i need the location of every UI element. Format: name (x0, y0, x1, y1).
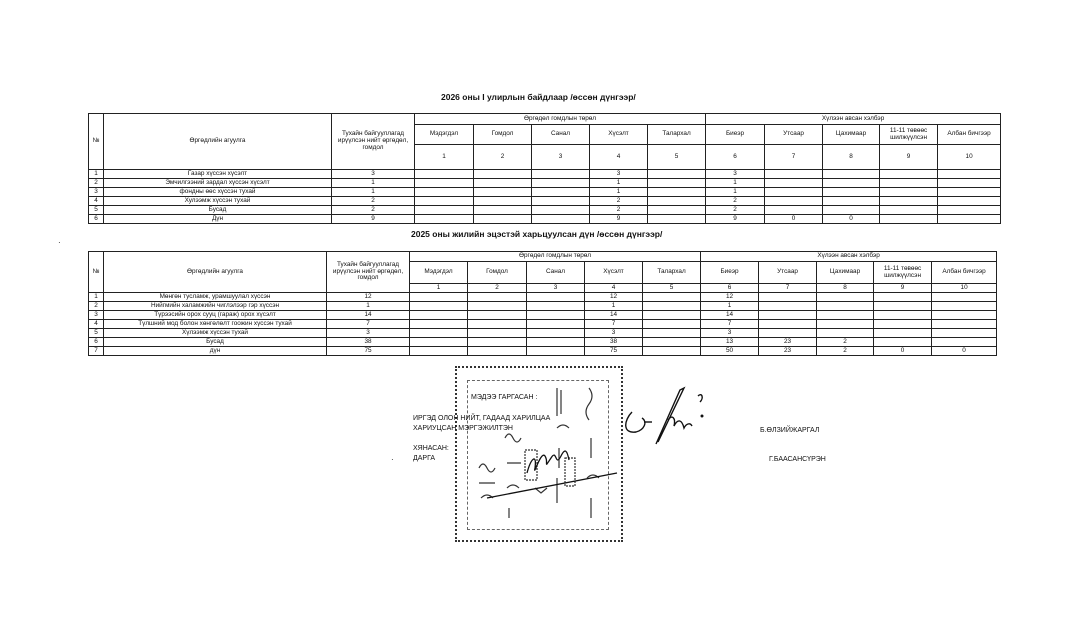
row-cell (415, 206, 474, 215)
row-cell (410, 338, 468, 347)
row-cell (932, 338, 997, 347)
row-total: 2 (332, 206, 415, 215)
row-cell (823, 206, 880, 215)
row-cell: 12 (585, 293, 643, 302)
column-header: Гомдол (468, 262, 527, 284)
column-number: 4 (585, 284, 643, 293)
header-total: Тухайн байгууллагад ирүүлсэн нийт өргөдөл, гомдол (327, 252, 410, 293)
row-total: 38 (327, 338, 410, 347)
row-cell (932, 293, 997, 302)
column-number: 2 (468, 284, 527, 293)
row-total: 7 (327, 320, 410, 329)
row-cell: 3 (585, 329, 643, 338)
row-cell: 1 (706, 179, 765, 188)
row-cell: 14 (585, 311, 643, 320)
column-header: Талархал (648, 125, 706, 145)
table-row (89, 302, 997, 311)
row-cell: 75 (585, 347, 643, 356)
checked-label: ХЯНАСАН: (413, 445, 449, 452)
column-header: Санал (532, 125, 590, 145)
row-cell (880, 197, 938, 206)
row-number: 6 (89, 215, 104, 224)
row-cell (759, 329, 817, 338)
row-topic: Бусад (104, 338, 327, 347)
row-cell (759, 302, 817, 311)
column-number: 9 (880, 145, 938, 170)
row-cell (874, 311, 932, 320)
row-cell (823, 188, 880, 197)
column-number: 1 (415, 145, 474, 170)
row-cell (880, 179, 938, 188)
row-cell (527, 293, 585, 302)
row-topic: Түрээсийн орох сууц (гараж) орох хүсэлт (104, 311, 327, 320)
row-cell (468, 311, 527, 320)
row-cell: 3 (590, 170, 648, 179)
row-cell (765, 197, 823, 206)
row-cell: 2 (817, 338, 874, 347)
header-group-type: Өргөдөл гомдлын төрөл (410, 252, 701, 262)
row-cell (759, 293, 817, 302)
handwritten-signature (618, 382, 708, 452)
row-cell (765, 179, 823, 188)
header-topic: Өргөдлийн агуулга (104, 252, 327, 293)
row-cell (880, 170, 938, 179)
row-topic: Нийгмийн халамжийн чиглэлээр гэр хүссэн (104, 302, 327, 311)
row-cell: 3 (706, 170, 765, 179)
column-number: 7 (765, 145, 823, 170)
row-cell (410, 347, 468, 356)
row-cell (932, 329, 997, 338)
row-cell (648, 197, 706, 206)
header-group-form: Хүлээн авсан хэлбэр (706, 114, 1001, 125)
table-row (89, 311, 997, 320)
column-header: Хүсэлт (590, 125, 648, 145)
table-row (89, 179, 1001, 188)
row-cell (817, 320, 874, 329)
column-number: 3 (527, 284, 585, 293)
row-cell (874, 338, 932, 347)
column-header: Цахимаар (817, 262, 874, 284)
row-cell: 3 (701, 329, 759, 338)
row-cell (938, 188, 1001, 197)
prepared-role-line1: ИРГЭД ОЛОН НИЙТ, ГАДААД ХАРИЛЦАА (413, 415, 551, 422)
row-topic: Бусад (104, 206, 332, 215)
column-number: 8 (823, 145, 880, 170)
row-cell (648, 170, 706, 179)
row-cell (643, 347, 701, 356)
row-cell: 1 (706, 188, 765, 197)
row-cell (643, 293, 701, 302)
column-number: 9 (874, 284, 932, 293)
row-cell (532, 179, 590, 188)
row-cell (938, 206, 1001, 215)
row-topic: дүн (104, 347, 327, 356)
table-row (89, 197, 1001, 206)
row-cell (527, 302, 585, 311)
column-header: Албан бичгээр (932, 262, 997, 284)
column-number: 10 (932, 284, 997, 293)
row-cell (932, 311, 997, 320)
row-number: 2 (89, 179, 104, 188)
row-total: 1 (332, 179, 415, 188)
row-cell (648, 215, 706, 224)
column-header: Албан бичгээр (938, 125, 1001, 145)
row-cell: 50 (701, 347, 759, 356)
row-cell (643, 329, 701, 338)
row-topic: Түлшний мод болон хөнгөлөлт гоожин хүссэн тухай (104, 320, 327, 329)
row-topic: Дүн (104, 215, 332, 224)
row-cell (938, 215, 1001, 224)
row-cell (823, 179, 880, 188)
report-table-2025-comparison (88, 251, 997, 356)
row-cell (468, 347, 527, 356)
row-cell (643, 338, 701, 347)
row-cell (874, 329, 932, 338)
prepared-role-line2: ХАРИУЦСАН МЭРГЭЖИЛТЭН (413, 425, 513, 432)
row-topic: Мөнгөн тусламж, урамшуулал хүссэн (104, 293, 327, 302)
column-number: 6 (706, 145, 765, 170)
row-cell (410, 329, 468, 338)
row-cell (474, 206, 532, 215)
row-cell: 23 (759, 338, 817, 347)
row-cell (468, 320, 527, 329)
row-cell (643, 320, 701, 329)
row-cell: 23 (759, 347, 817, 356)
row-cell: 1 (701, 302, 759, 311)
column-header: Биеэр (701, 262, 759, 284)
column-number: 10 (938, 145, 1001, 170)
checked-name: Г.БААСАНСҮРЭН (769, 456, 826, 463)
row-cell (527, 320, 585, 329)
row-total: 9 (332, 215, 415, 224)
row-total: 12 (327, 293, 410, 302)
row-cell: 0 (874, 347, 932, 356)
row-cell (643, 311, 701, 320)
row-total: 3 (332, 170, 415, 179)
column-number: 1 (410, 284, 468, 293)
header-no: № (89, 114, 104, 170)
row-cell (527, 347, 585, 356)
row-cell (527, 338, 585, 347)
row-cell (474, 170, 532, 179)
header-no: № (89, 252, 104, 293)
column-number: 7 (759, 284, 817, 293)
row-topic: Хүлээмж хүссэн тухай (104, 329, 327, 338)
scan-speck: · (391, 455, 394, 464)
row-cell: 1 (585, 302, 643, 311)
row-cell (817, 329, 874, 338)
column-number: 2 (474, 145, 532, 170)
row-cell (765, 170, 823, 179)
row-cell (532, 170, 590, 179)
table1-title: 2026 оны I улирлын байдлаар /өссөн дүнгээр/ (441, 92, 636, 102)
header-group-form: Хүлээн авсан хэлбэр (701, 252, 997, 262)
row-number: 6 (89, 338, 104, 347)
row-cell: 13 (701, 338, 759, 347)
row-cell: 2 (590, 206, 648, 215)
row-cell (415, 179, 474, 188)
row-total: 75 (327, 347, 410, 356)
row-cell (817, 302, 874, 311)
table-row (89, 338, 997, 347)
row-cell (415, 170, 474, 179)
table-row (89, 206, 1001, 215)
row-cell (759, 320, 817, 329)
row-cell: 0 (932, 347, 997, 356)
row-cell (532, 197, 590, 206)
row-cell: 0 (765, 215, 823, 224)
table2-title: 2025 оны жилийн эцэстэй харьцуулсан дүн /өссөн дүнгээр/ (411, 229, 663, 239)
row-cell (648, 179, 706, 188)
row-cell (874, 320, 932, 329)
row-cell: 38 (585, 338, 643, 347)
column-number: 6 (701, 284, 759, 293)
row-cell (823, 170, 880, 179)
row-number: 3 (89, 311, 104, 320)
row-number: 4 (89, 197, 104, 206)
row-cell (648, 206, 706, 215)
row-cell: 7 (701, 320, 759, 329)
column-header: Гомдол (474, 125, 532, 145)
column-number: 5 (643, 284, 701, 293)
row-cell (474, 179, 532, 188)
row-cell: 14 (701, 311, 759, 320)
column-number: 8 (817, 284, 874, 293)
row-cell: 9 (706, 215, 765, 224)
row-topic: Хулээмж хүссэн тухай (104, 197, 332, 206)
row-cell: 2 (817, 347, 874, 356)
row-number: 1 (89, 293, 104, 302)
row-cell (532, 215, 590, 224)
row-cell (817, 293, 874, 302)
column-header: Хүсэлт (585, 262, 643, 284)
row-cell (474, 188, 532, 197)
row-cell (880, 206, 938, 215)
row-cell: 1 (590, 188, 648, 197)
prepared-name: Б.ӨЛЗИЙЖАРГАЛ (760, 427, 820, 434)
column-header: Биеэр (706, 125, 765, 145)
row-cell (880, 188, 938, 197)
row-cell: 7 (585, 320, 643, 329)
row-number: 3 (89, 188, 104, 197)
row-cell (532, 188, 590, 197)
row-cell (527, 329, 585, 338)
checked-role: ДАРГА (413, 455, 436, 462)
row-cell (468, 329, 527, 338)
column-header: Утсаар (759, 262, 817, 284)
row-cell (932, 320, 997, 329)
row-cell (415, 197, 474, 206)
table-row (89, 215, 1001, 224)
row-topic: Газар хүссэн хүсэлт (104, 170, 332, 179)
row-cell (415, 188, 474, 197)
row-cell (410, 302, 468, 311)
column-number: 4 (590, 145, 648, 170)
row-cell (415, 215, 474, 224)
row-cell (643, 302, 701, 311)
row-number: 4 (89, 320, 104, 329)
row-cell (410, 311, 468, 320)
row-cell (468, 293, 527, 302)
row-number: 5 (89, 329, 104, 338)
row-cell (938, 179, 1001, 188)
row-cell: 2 (706, 197, 765, 206)
row-cell: 1 (590, 179, 648, 188)
row-topic: Эмчилгээний зардал хүссэн хүсэлт (104, 179, 332, 188)
row-number: 5 (89, 206, 104, 215)
row-cell (874, 302, 932, 311)
table-row (89, 329, 997, 338)
row-cell (938, 197, 1001, 206)
row-cell (468, 338, 527, 347)
row-cell (648, 188, 706, 197)
row-number: 2 (89, 302, 104, 311)
row-cell (765, 206, 823, 215)
row-cell (823, 197, 880, 206)
column-header: Мэдэгдэл (410, 262, 468, 284)
row-cell (532, 206, 590, 215)
row-cell (468, 302, 527, 311)
column-header: Утсаар (765, 125, 823, 145)
row-total: 3 (327, 329, 410, 338)
row-cell (410, 320, 468, 329)
row-total: 14 (327, 311, 410, 320)
row-number: 1 (89, 170, 104, 179)
row-cell (874, 293, 932, 302)
row-cell (474, 197, 532, 206)
table-row (89, 188, 1001, 197)
row-topic: фондны өөс хүссэн тухай (104, 188, 332, 197)
column-header: 11-11 төвөөс шилжүүлсэн (880, 125, 938, 145)
column-number: 3 (532, 145, 590, 170)
row-cell (474, 215, 532, 224)
row-cell (938, 170, 1001, 179)
row-cell: 2 (706, 206, 765, 215)
table-row (89, 293, 997, 302)
scan-speck: · (58, 238, 61, 247)
row-cell: 12 (701, 293, 759, 302)
column-header: Мэдэгдэл (415, 125, 474, 145)
row-cell (880, 215, 938, 224)
header-total: Тухайн байгууллагад ирүүлсэн нийт өргөдөл, гомдол (332, 114, 415, 170)
header-group-type: Өргөдөл гомдлын төрөл (415, 114, 706, 125)
row-cell (765, 188, 823, 197)
row-total: 1 (327, 302, 410, 311)
table-row (89, 170, 1001, 179)
row-cell (759, 311, 817, 320)
row-cell: 0 (823, 215, 880, 224)
header-topic: Өргөдлийн агуулга (104, 114, 332, 170)
row-cell: 2 (590, 197, 648, 206)
column-header: Цахимаар (823, 125, 880, 145)
row-cell (817, 311, 874, 320)
column-number: 5 (648, 145, 706, 170)
row-cell (527, 311, 585, 320)
row-number: 7 (89, 347, 104, 356)
table-row (89, 320, 997, 329)
report-table-2026-q1 (88, 113, 1001, 224)
column-header: Санал (527, 262, 585, 284)
row-cell (932, 302, 997, 311)
column-header: Талархал (643, 262, 701, 284)
row-cell: 9 (590, 215, 648, 224)
row-total: 2 (332, 197, 415, 206)
table-row (89, 347, 997, 356)
row-total: 1 (332, 188, 415, 197)
prepared-label: МЭДЭЭ ГАРГАСАН : (471, 394, 538, 401)
row-cell (410, 293, 468, 302)
column-header: 11-11 төвөөс шилжүүлсэн (874, 262, 932, 284)
